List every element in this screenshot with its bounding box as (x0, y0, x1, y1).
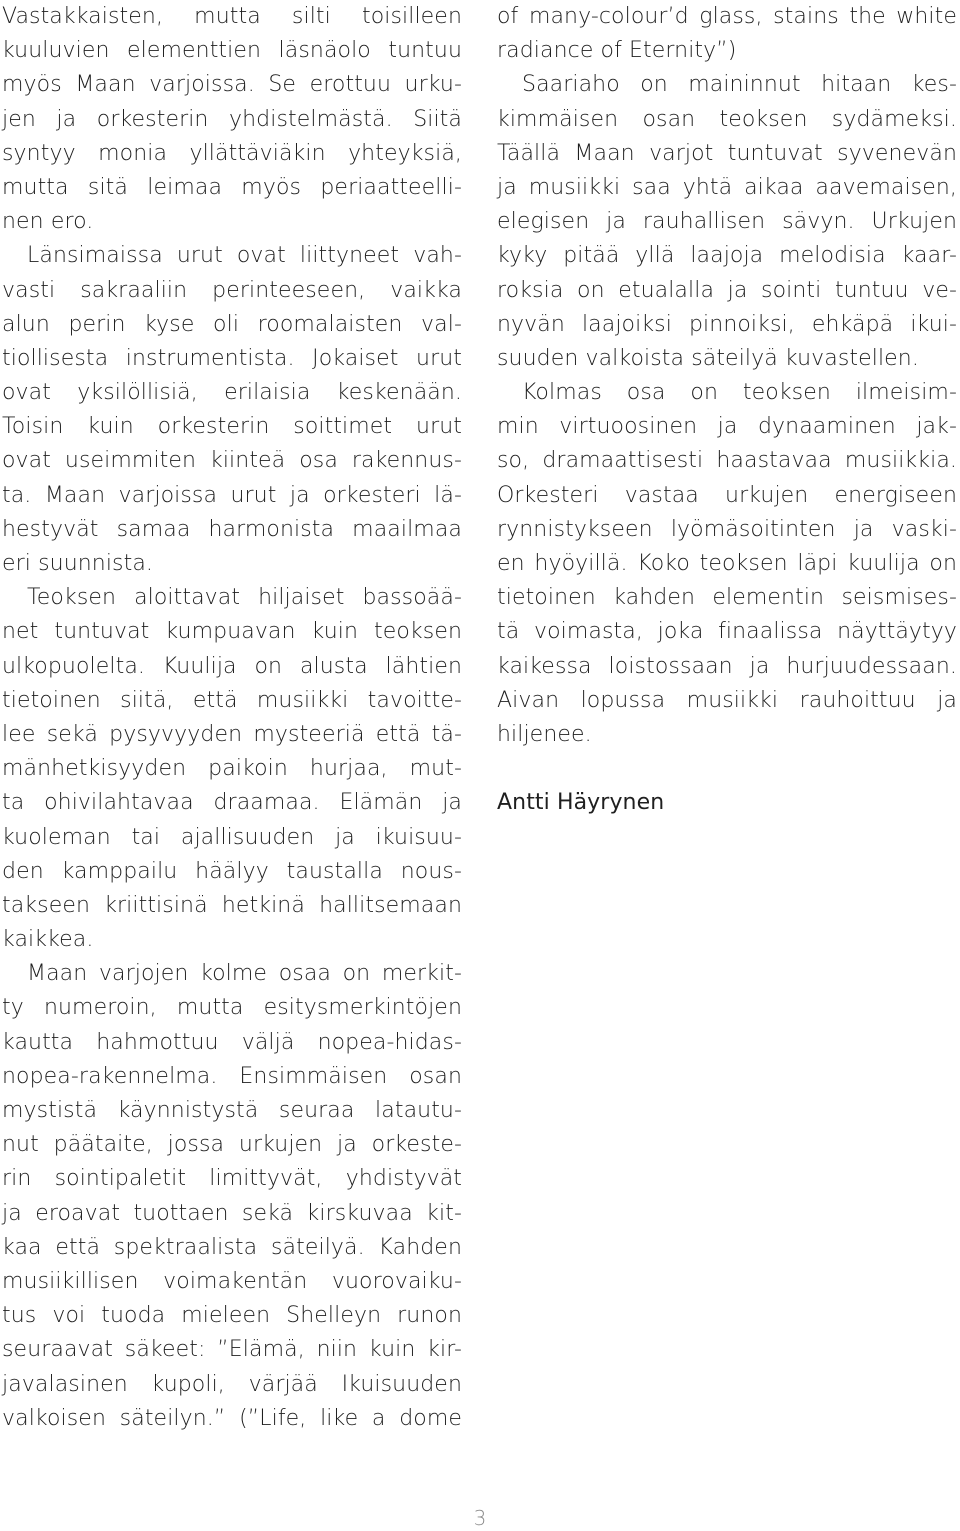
text-line: lee sekä pysyvyyden mysteeriä että tä- (2, 721, 462, 747)
text-line: Kolmas osa on teoksen ilmeisim- (522, 380, 957, 406)
text-line: elegisen ja rauhallisen sävyn. Urkujen (497, 209, 957, 235)
text-line: tietoinen siitä, että musiikki tavoitte- (2, 687, 462, 713)
text-line: mänhetkisyyden paikoin hurjaa, mut- (2, 756, 462, 782)
text-line: rin sointipaletit limittyvät, yhdistyvät (2, 1166, 462, 1192)
text-line: syntyy monia yllättäviäkin yhteyksiä, (2, 140, 462, 166)
page-number: 3 (473, 1506, 487, 1530)
text-line: mutta sitä leimaa myös periaatteelli- (2, 174, 462, 200)
text-line: kimmäisen osan teoksen sydämeksi. (497, 106, 957, 132)
text-line: tietoinen kahden elementin seismises- (497, 585, 957, 611)
text-line: Saariaho on maininnut hitaan kes- (522, 72, 957, 98)
text-line: musiikillisen voimakentän vuorovaiku- (2, 1268, 462, 1294)
left-column (2, 0, 462, 1436)
text-line: eri suunnista. (2, 551, 153, 576)
text-line: rynnistykseen lyömäsoitinten ja vaski- (497, 516, 957, 542)
text-line: ta ohivilahtavaa draamaa. Elämän ja (2, 790, 462, 816)
text-line: den kamppailu häälyy taustalla nous- (2, 858, 462, 884)
text-line: en hyöyillä. Koko teoksen läpi kuulija on (497, 551, 957, 576)
text-line: Maan varjojen kolme osaa on merkit- (27, 961, 462, 987)
text-line: kaikkea. (2, 927, 94, 953)
text-line: nen ero. (2, 209, 94, 235)
text-line: Täällä Maan varjot tuntuvat syvenevän (497, 140, 957, 166)
text-line: valkoisen säteilyn.” (”Life, like a dome (2, 1405, 462, 1431)
text-line: radiance of Eternity”) (497, 38, 737, 64)
text-line: ovat yksilöllisiä, erilaisia keskenään. (2, 380, 462, 406)
text-line: ty numeroin, mutta esitysmerkintöjen (2, 995, 462, 1021)
text-line: mystistä käynnistystä seuraa latautu- (2, 1098, 462, 1123)
text-line: Orkesteri vastaa urkujen energiseen (497, 482, 957, 508)
text-line: kyky pitää yllä laajoja melodisia kaar- (497, 243, 957, 269)
text-line: tus voi tuoda mieleen Shelleyn runon (2, 1303, 462, 1329)
text-line: vasti sakraaliin perinteeseen, vaikka (2, 277, 462, 303)
text-line: so, dramaattisesti haastavaa musiikkia. (497, 448, 957, 474)
text-line: hestyvät samaa harmonista maailmaa (2, 516, 462, 542)
signature-gap (497, 752, 957, 786)
text-line: nopea-rakennelma. Ensimmäisen osan (2, 1063, 462, 1089)
text-line: Länsimaissa urut ovat liittyneet vah- (27, 243, 462, 269)
text-line: ta. Maan varjoissa urut ja orkesteri lä- (2, 482, 462, 508)
text-line: Toisin kuin orkesterin soittimet urut (2, 414, 462, 440)
text-line: kaikessa loistossaan ja hurjuudessaan. (497, 653, 957, 679)
text-line: hiljenee. (497, 721, 592, 747)
text-line: Aivan lopussa musiikki rauhoittuu ja (497, 687, 957, 713)
text-line: tiollisesta instrumentista. Jokaiset urut (2, 345, 462, 371)
text-line: ulkopuolelta. Kuulija on alusta lähtien (2, 653, 462, 679)
text-line: kuoleman tai ajallisuuden ja ikuisuu- (2, 824, 462, 850)
text-line: nyvän laajoiksi pinnoiksi, ehkäpä ikui- (497, 311, 957, 337)
text-line: kuuluvien elementtien läsnäolo tuntuu (2, 38, 462, 64)
text-line: kaa että spektraalista säteilyä. Kahden (2, 1234, 462, 1260)
text-line: tä voimasta, joka finaalissa näyttäytyy (497, 619, 957, 645)
text-line: myös Maan varjoissa. Se erottuu urku- (2, 72, 462, 98)
text-line: ovat useimmiten kiinteä osa rakennus- (2, 448, 462, 474)
text-line: suuden valkoista säteilyä kuvastellen. (497, 345, 919, 371)
text-line: roksia on etualalla ja sointi tuntuu ve- (497, 277, 957, 303)
text-line: Vastakkaisten, mutta silti toisilleen (2, 4, 462, 29)
text-line: Teoksen aloittavat hiljaiset bassoää- (27, 585, 462, 611)
text-line: takseen kriittisinä hetkinä hallitsemaan (2, 892, 462, 918)
text-line: seuraavat säkeet: ”Elämä, niin kuin kir- (2, 1337, 462, 1363)
right-column (497, 0, 957, 821)
text-line: alun perin kyse oli roomalaisten val- (2, 311, 462, 337)
text-line: net tuntuvat kumpuavan kuin teoksen (2, 619, 462, 645)
text-line: javalasinen kupoli, värjää Ikuisuuden (2, 1371, 462, 1397)
right-column-text (497, 0, 957, 752)
text-line: of many-colour’d glass, stains the white (497, 4, 957, 29)
text-line: kautta hahmottuu väljä nopea-hidas- (2, 1029, 462, 1055)
text-line: ja musiikki saa yhtä aikaa aavemaisen, (497, 174, 957, 200)
text-line: ja eroavat tuottaen sekä kirskuvaa kit- (2, 1200, 462, 1226)
text-line: nut päätaite, jossa urkujen ja orkeste- (2, 1132, 462, 1158)
text-line: min virtuoosinen ja dynaaminen jak- (497, 414, 957, 440)
author-signature: Antti Häyrynen (497, 790, 665, 816)
text-line: jen ja orkesterin yhdistelmästä. Siitä (2, 106, 462, 132)
